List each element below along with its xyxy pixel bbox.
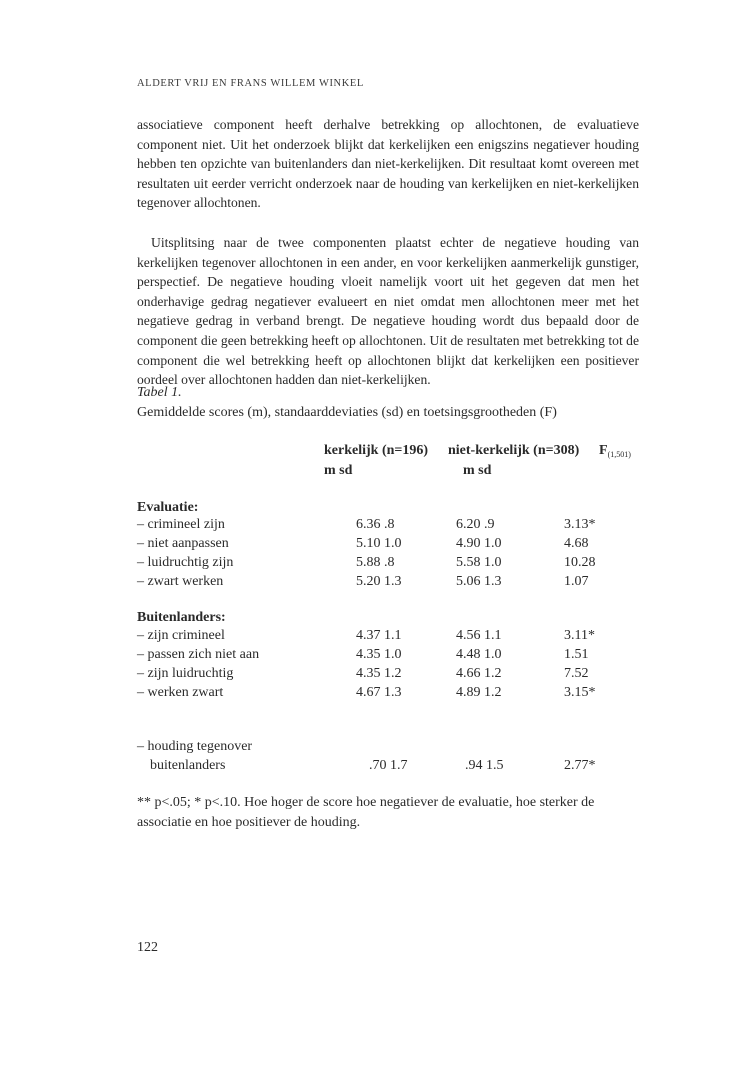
table-row [0, 628, 738, 647]
row-niet-kerkelijk: 4.56 1.1 [456, 628, 502, 643]
running-header: ALDERT VRIJ EN FRANS WILLEM WINKEL [137, 78, 364, 89]
section-title-buitenlanders: Buitenlanders: [137, 610, 226, 625]
col-header-f-symbol: F [599, 443, 608, 458]
row-label-continued: buitenlanders [150, 758, 226, 773]
table-footnote: ** p<.05; * p<.10. Hoe hoger de score hoe negatiever de evaluatie, hoe sterker de associatie en hoe positiever de houding. [137, 795, 595, 830]
row-f: 3.11* [564, 628, 595, 643]
row-kerkelijk: 4.37 1.1 [356, 628, 402, 643]
table-row [0, 517, 738, 536]
row-f: 3.13* [564, 517, 596, 532]
row-label: – zijn crimineel [137, 628, 225, 643]
row-f: 2.77* [564, 758, 596, 773]
col-header-kerkelijk: kerkelijk (n=196) [324, 443, 429, 458]
table-row [0, 666, 738, 685]
table-row [0, 758, 738, 777]
row-f: 1.07 [564, 574, 589, 589]
row-label: – luidruchtig zijn [137, 555, 234, 570]
row-kerkelijk: 4.35 1.0 [356, 647, 402, 662]
table-row-final-label [0, 739, 738, 758]
row-niet-kerkelijk: 5.06 1.3 [456, 574, 502, 589]
row-label: – niet aanpassen [137, 536, 229, 551]
row-kerkelijk: 5.88 .8 [356, 555, 395, 570]
paragraph-1 [137, 115, 639, 213]
row-kerkelijk: 5.10 1.0 [356, 536, 402, 551]
paragraph-1-text: associatieve component heeft derhalve betrekking op allochtonen, de evaluatieve component niet. Uit het onderzoek blijkt dat kerkelijken een enigszins negatiever houding hebben ten opzichte van buitenlanders dan niet-kerkelijken. Dit resultaat komt overeen met resultaten uit eerder verricht onderzoek naar de houding van kerkelijken en niet-kerkelijken tegenover allochtonen. [137, 117, 639, 211]
row-niet-kerkelijk: 4.90 1.0 [456, 536, 502, 551]
row-kerkelijk: 4.67 1.3 [356, 685, 402, 700]
msd-header-kerkelijk: m sd [324, 463, 353, 478]
row-f: 7.52 [564, 666, 589, 681]
paragraph-2-text: Uitsplitsing naar de twee componenten plaatst echter de negatieve houding van kerkelijken tegenover allochtonen in een ander, en voor kerkelijken aanmerkelijk gunstiger, perspectief. De negatieve houding vloeit namelijk voort uit het gegeven dat men het onderhavige gedrag negatiever evalueert en niet omdat men allochtonen meer met het negatieve gedrag in verband brengt. De negatieve houding wordt dus bepaald door de component die geen betrekking heeft op allochtonen. Uit de resultaten met betrekking tot de component die wel betrekking heeft op allochtonen blijkt dat kerkelijken een positiever oordeel over allochtonen hadden dan niet-kerkelijken. [137, 235, 639, 388]
col-header-f-subscript: (1,501) [607, 450, 631, 459]
table-row [0, 685, 738, 704]
row-f: 4.68 [564, 536, 589, 551]
table-caption: Gemiddelde scores (m), standaarddeviaties (sd) en toetsingsgrootheden (F) [137, 405, 557, 420]
table-row [0, 555, 738, 574]
row-niet-kerkelijk: 4.89 1.2 [456, 685, 502, 700]
row-f: 10.28 [564, 555, 596, 570]
row-niet-kerkelijk: .94 1.5 [465, 758, 504, 773]
row-kerkelijk: .70 1.7 [369, 758, 408, 773]
table-row [0, 574, 738, 593]
row-niet-kerkelijk: 4.66 1.2 [456, 666, 502, 681]
paragraph-2 [137, 233, 639, 390]
col-header-niet-kerkelijk: niet-kerkelijk (n=308) [448, 443, 580, 458]
row-label: – houding tegenover [137, 739, 253, 754]
row-f: 3.15* [564, 685, 596, 700]
msd-header-niet-kerkelijk: m sd [463, 463, 492, 478]
row-kerkelijk: 4.35 1.2 [356, 666, 402, 681]
section-title-evaluatie: Evaluatie: [137, 500, 199, 515]
page-number: 122 [137, 940, 158, 955]
row-label: – zwart werken [137, 574, 224, 589]
row-niet-kerkelijk: 5.58 1.0 [456, 555, 502, 570]
row-label: – passen zich niet aan [137, 647, 260, 662]
row-label: – werken zwart [137, 685, 224, 700]
row-label: – crimineel zijn [137, 517, 225, 532]
row-kerkelijk: 5.20 1.3 [356, 574, 402, 589]
row-niet-kerkelijk: 4.48 1.0 [456, 647, 502, 662]
table-row [0, 536, 738, 555]
row-kerkelijk: 6.36 .8 [356, 517, 395, 532]
row-niet-kerkelijk: 6.20 .9 [456, 517, 495, 532]
row-f: 1.51 [564, 647, 589, 662]
col-header-f [599, 443, 631, 459]
table-label: Tabel 1. [137, 385, 182, 400]
row-label: – zijn luidruchtig [137, 666, 234, 681]
table-row [0, 647, 738, 666]
